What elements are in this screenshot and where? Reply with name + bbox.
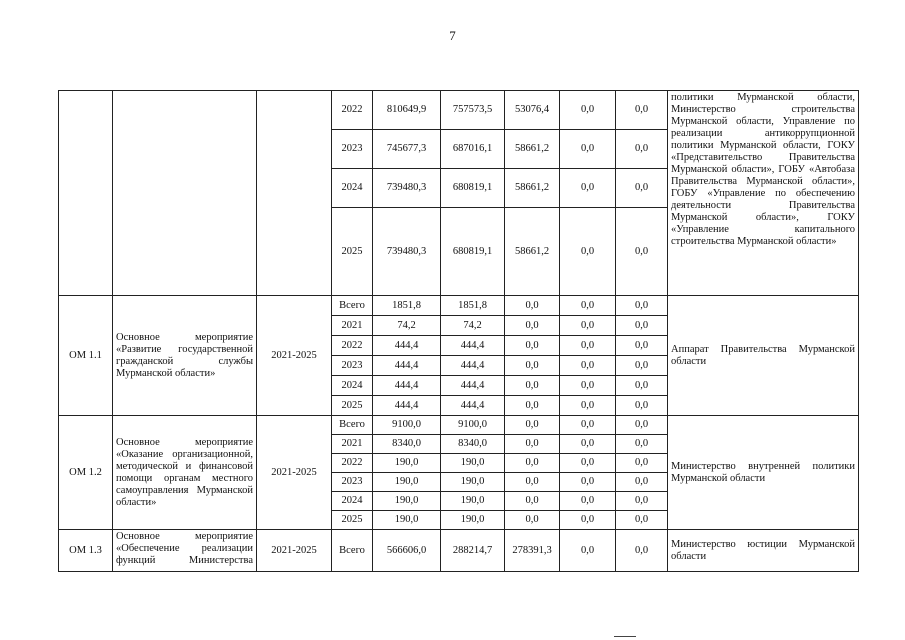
col4-cell: 0,0 bbox=[616, 473, 668, 492]
col1-cell: 1851,8 bbox=[441, 296, 505, 316]
col2-cell: 0,0 bbox=[505, 376, 560, 396]
col3-cell: 0,0 bbox=[560, 416, 616, 435]
col1-cell: 190,0 bbox=[441, 511, 505, 530]
total-cell: 444,4 bbox=[373, 396, 441, 416]
scan-mark bbox=[614, 636, 636, 637]
col2-cell: 0,0 bbox=[505, 356, 560, 376]
col4-cell: 0,0 bbox=[616, 91, 668, 130]
page-number: 7 bbox=[449, 28, 456, 43]
col4-cell: 0,0 bbox=[616, 396, 668, 416]
col4-cell: 0,0 bbox=[616, 435, 668, 454]
col4-cell: 0,0 bbox=[616, 416, 668, 435]
col4-cell: 0,0 bbox=[616, 336, 668, 356]
col2-cell: 0,0 bbox=[505, 416, 560, 435]
total-cell: 190,0 bbox=[373, 511, 441, 530]
col1-cell: 74,2 bbox=[441, 316, 505, 336]
total-cell: 444,4 bbox=[373, 356, 441, 376]
year-cell: Всего bbox=[332, 296, 373, 316]
col1-cell: 687016,1 bbox=[441, 130, 505, 169]
col1-cell: 680819,1 bbox=[441, 208, 505, 296]
col1-cell: 8340,0 bbox=[441, 435, 505, 454]
col3-cell: 0,0 bbox=[560, 316, 616, 336]
col3-cell: 0,0 bbox=[560, 454, 616, 473]
col3-cell: 0,0 bbox=[560, 396, 616, 416]
year-cell: 2023 bbox=[332, 130, 373, 169]
total-cell: 810649,9 bbox=[373, 91, 441, 130]
total-cell: 8340,0 bbox=[373, 435, 441, 454]
code-cell bbox=[59, 91, 113, 296]
col3-cell: 0,0 bbox=[560, 336, 616, 356]
col3-cell: 0,0 bbox=[560, 473, 616, 492]
col3-cell: 0,0 bbox=[560, 296, 616, 316]
name-cell: Основное мероприятие «Обеспечение реализации функций Министерства bbox=[113, 530, 257, 572]
col2-cell: 0,0 bbox=[505, 511, 560, 530]
col2-cell: 0,0 bbox=[505, 492, 560, 511]
col3-cell: 0,0 bbox=[560, 376, 616, 396]
year-cell: 2023 bbox=[332, 473, 373, 492]
total-cell: 190,0 bbox=[373, 454, 441, 473]
col4-cell: 0,0 bbox=[616, 169, 668, 208]
year-cell: 2025 bbox=[332, 511, 373, 530]
col1-cell: 444,4 bbox=[441, 336, 505, 356]
year-cell: 2021 bbox=[332, 316, 373, 336]
col4-cell: 0,0 bbox=[616, 454, 668, 473]
col1-cell: 190,0 bbox=[441, 492, 505, 511]
col2-cell: 0,0 bbox=[505, 336, 560, 356]
year-cell: 2022 bbox=[332, 454, 373, 473]
responsible-cell: Министерство юстиции Мурманской области bbox=[668, 530, 859, 572]
col2-cell: 278391,3 bbox=[505, 530, 560, 572]
year-cell: 2025 bbox=[332, 396, 373, 416]
code-cell: ОМ 1.3 bbox=[59, 530, 113, 572]
table-row bbox=[59, 296, 859, 316]
period-cell: 2021-2025 bbox=[257, 416, 332, 530]
code-cell: ОМ 1.1 bbox=[59, 296, 113, 416]
total-cell: 190,0 bbox=[373, 473, 441, 492]
col1-cell: 190,0 bbox=[441, 473, 505, 492]
col1-cell: 444,4 bbox=[441, 396, 505, 416]
budget-table bbox=[58, 90, 859, 572]
col3-cell: 0,0 bbox=[560, 511, 616, 530]
total-cell: 1851,8 bbox=[373, 296, 441, 316]
col1-cell: 288214,7 bbox=[441, 530, 505, 572]
total-cell: 444,4 bbox=[373, 376, 441, 396]
col3-cell: 0,0 bbox=[560, 91, 616, 130]
col2-cell: 0,0 bbox=[505, 454, 560, 473]
col2-cell: 0,0 bbox=[505, 316, 560, 336]
name-cell bbox=[113, 91, 257, 296]
col2-cell: 58661,2 bbox=[505, 208, 560, 296]
code-cell: ОМ 1.2 bbox=[59, 416, 113, 530]
name-cell: Основное мероприятие «Оказание организационной, методической и финансовой помощи органам местного самоуправления Мурманской области» bbox=[113, 416, 257, 530]
col3-cell: 0,0 bbox=[560, 435, 616, 454]
year-cell: Всего bbox=[332, 530, 373, 572]
period-cell bbox=[257, 91, 332, 296]
total-cell: 190,0 bbox=[373, 492, 441, 511]
total-cell: 739480,3 bbox=[373, 169, 441, 208]
col4-cell: 0,0 bbox=[616, 316, 668, 336]
responsible-cell: Аппарат Правительства Мурманской области bbox=[668, 296, 859, 416]
col3-cell: 0,0 bbox=[560, 130, 616, 169]
year-cell: 2021 bbox=[332, 435, 373, 454]
total-cell: 444,4 bbox=[373, 336, 441, 356]
responsible-cell: Министерство внутренней политики Мурманской области bbox=[668, 416, 859, 530]
total-cell: 9100,0 bbox=[373, 416, 441, 435]
col3-cell: 0,0 bbox=[560, 208, 616, 296]
col1-cell: 444,4 bbox=[441, 356, 505, 376]
total-cell: 566606,0 bbox=[373, 530, 441, 572]
table-row bbox=[59, 416, 859, 435]
table-row bbox=[59, 530, 859, 572]
year-cell: 2023 bbox=[332, 356, 373, 376]
col4-cell: 0,0 bbox=[616, 208, 668, 296]
col1-cell: 444,4 bbox=[441, 376, 505, 396]
col2-cell: 58661,2 bbox=[505, 130, 560, 169]
period-cell: 2021-2025 bbox=[257, 530, 332, 572]
col1-cell: 9100,0 bbox=[441, 416, 505, 435]
responsible-cell: политики Мурманской области, Министерство строительства Мурманской области, Управление по реализации антикоррупционной политики Мурманской области, ГОКУ «Представительство Правительства Мурманской области», ГОБУ «Автобаза Правительства Мурманской области», ГОБУ «Управление по обеспечению деятельности Правительства Мурманской области», ГОКУ «Управление капитального строительства Мурманской области» bbox=[668, 91, 859, 296]
col4-cell: 0,0 bbox=[616, 356, 668, 376]
period-cell: 2021-2025 bbox=[257, 296, 332, 416]
col4-cell: 0,0 bbox=[616, 511, 668, 530]
total-cell: 74,2 bbox=[373, 316, 441, 336]
total-cell: 745677,3 bbox=[373, 130, 441, 169]
col1-cell: 190,0 bbox=[441, 454, 505, 473]
col4-cell: 0,0 bbox=[616, 130, 668, 169]
col4-cell: 0,0 bbox=[616, 376, 668, 396]
year-cell: 2024 bbox=[332, 169, 373, 208]
col4-cell: 0,0 bbox=[616, 492, 668, 511]
year-cell: 2024 bbox=[332, 376, 373, 396]
col4-cell: 0,0 bbox=[616, 296, 668, 316]
col3-cell: 0,0 bbox=[560, 530, 616, 572]
table-row bbox=[59, 91, 859, 130]
col2-cell: 0,0 bbox=[505, 473, 560, 492]
col2-cell: 53076,4 bbox=[505, 91, 560, 130]
col2-cell: 0,0 bbox=[505, 296, 560, 316]
year-cell: 2024 bbox=[332, 492, 373, 511]
col3-cell: 0,0 bbox=[560, 356, 616, 376]
year-cell: 2025 bbox=[332, 208, 373, 296]
col2-cell: 58661,2 bbox=[505, 169, 560, 208]
col2-cell: 0,0 bbox=[505, 396, 560, 416]
name-cell: Основное мероприятие «Развитие государственной гражданской службы Мурманской области» bbox=[113, 296, 257, 416]
col2-cell: 0,0 bbox=[505, 435, 560, 454]
col4-cell: 0,0 bbox=[616, 530, 668, 572]
col3-cell: 0,0 bbox=[560, 169, 616, 208]
year-cell: Всего bbox=[332, 416, 373, 435]
year-cell: 2022 bbox=[332, 91, 373, 130]
col1-cell: 680819,1 bbox=[441, 169, 505, 208]
year-cell: 2022 bbox=[332, 336, 373, 356]
col3-cell: 0,0 bbox=[560, 492, 616, 511]
col1-cell: 757573,5 bbox=[441, 91, 505, 130]
total-cell: 739480,3 bbox=[373, 208, 441, 296]
